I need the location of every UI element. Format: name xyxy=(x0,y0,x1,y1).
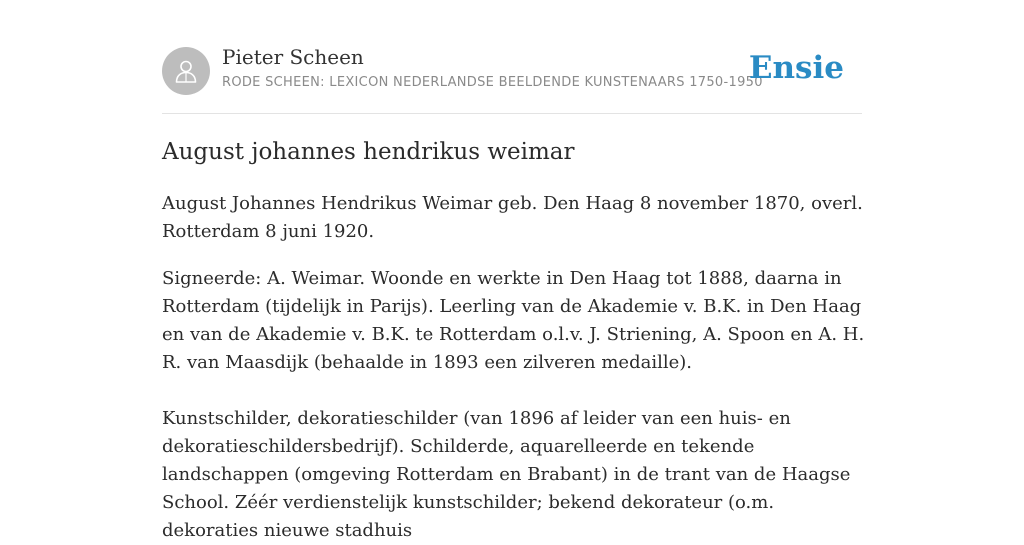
article-title: August johannes hendrikus weimar xyxy=(162,139,575,165)
user-icon xyxy=(173,58,199,84)
article-header xyxy=(162,0,862,114)
source-title[interactable]: RODE SCHEEN: LEXICON NEDERLANDSE BEELDENDE KUNSTENAARS 1750-1950 xyxy=(222,75,763,90)
author-name[interactable]: Pieter Scheen xyxy=(222,45,364,69)
article-paragraph: Kunstschilder, dekoratieschilder (van 1896 af leider van een huis- en dekoratieschildersbedrijf). Schilderde, aquarelleerde en tekende landschappen (omgeving Rotterdam en Brabant) in de trant van de Haagse School. Zéér verdienstelijk kunstschilder; bekend dekorateur (o.m. dekoraties nieuwe stadhuis xyxy=(162,408,851,541)
article-container xyxy=(162,0,865,541)
brand-logo[interactable]: Ensie xyxy=(748,50,844,86)
article-paragraph: Signeerde: A. Weimar. Woonde en werkte in Den Haag tot 1888, daarna in Rotterdam (tijdelijk in Parijs). Leerling van de Akademie v. B.K. in Den Haag en van de Akademie v. B.K. te Rotterdam o.l.v. J. Striening, A. Spoon en A. H. R. van Maasdijk (behaalde in 1893 een zilveren medaille). xyxy=(162,268,865,373)
article-paragraph: August Johannes Hendrikus Weimar geb. Den Haag 8 november 1870, overl. Rotterdam 8 juni 1920. xyxy=(162,193,863,242)
author-avatar[interactable] xyxy=(162,47,210,95)
